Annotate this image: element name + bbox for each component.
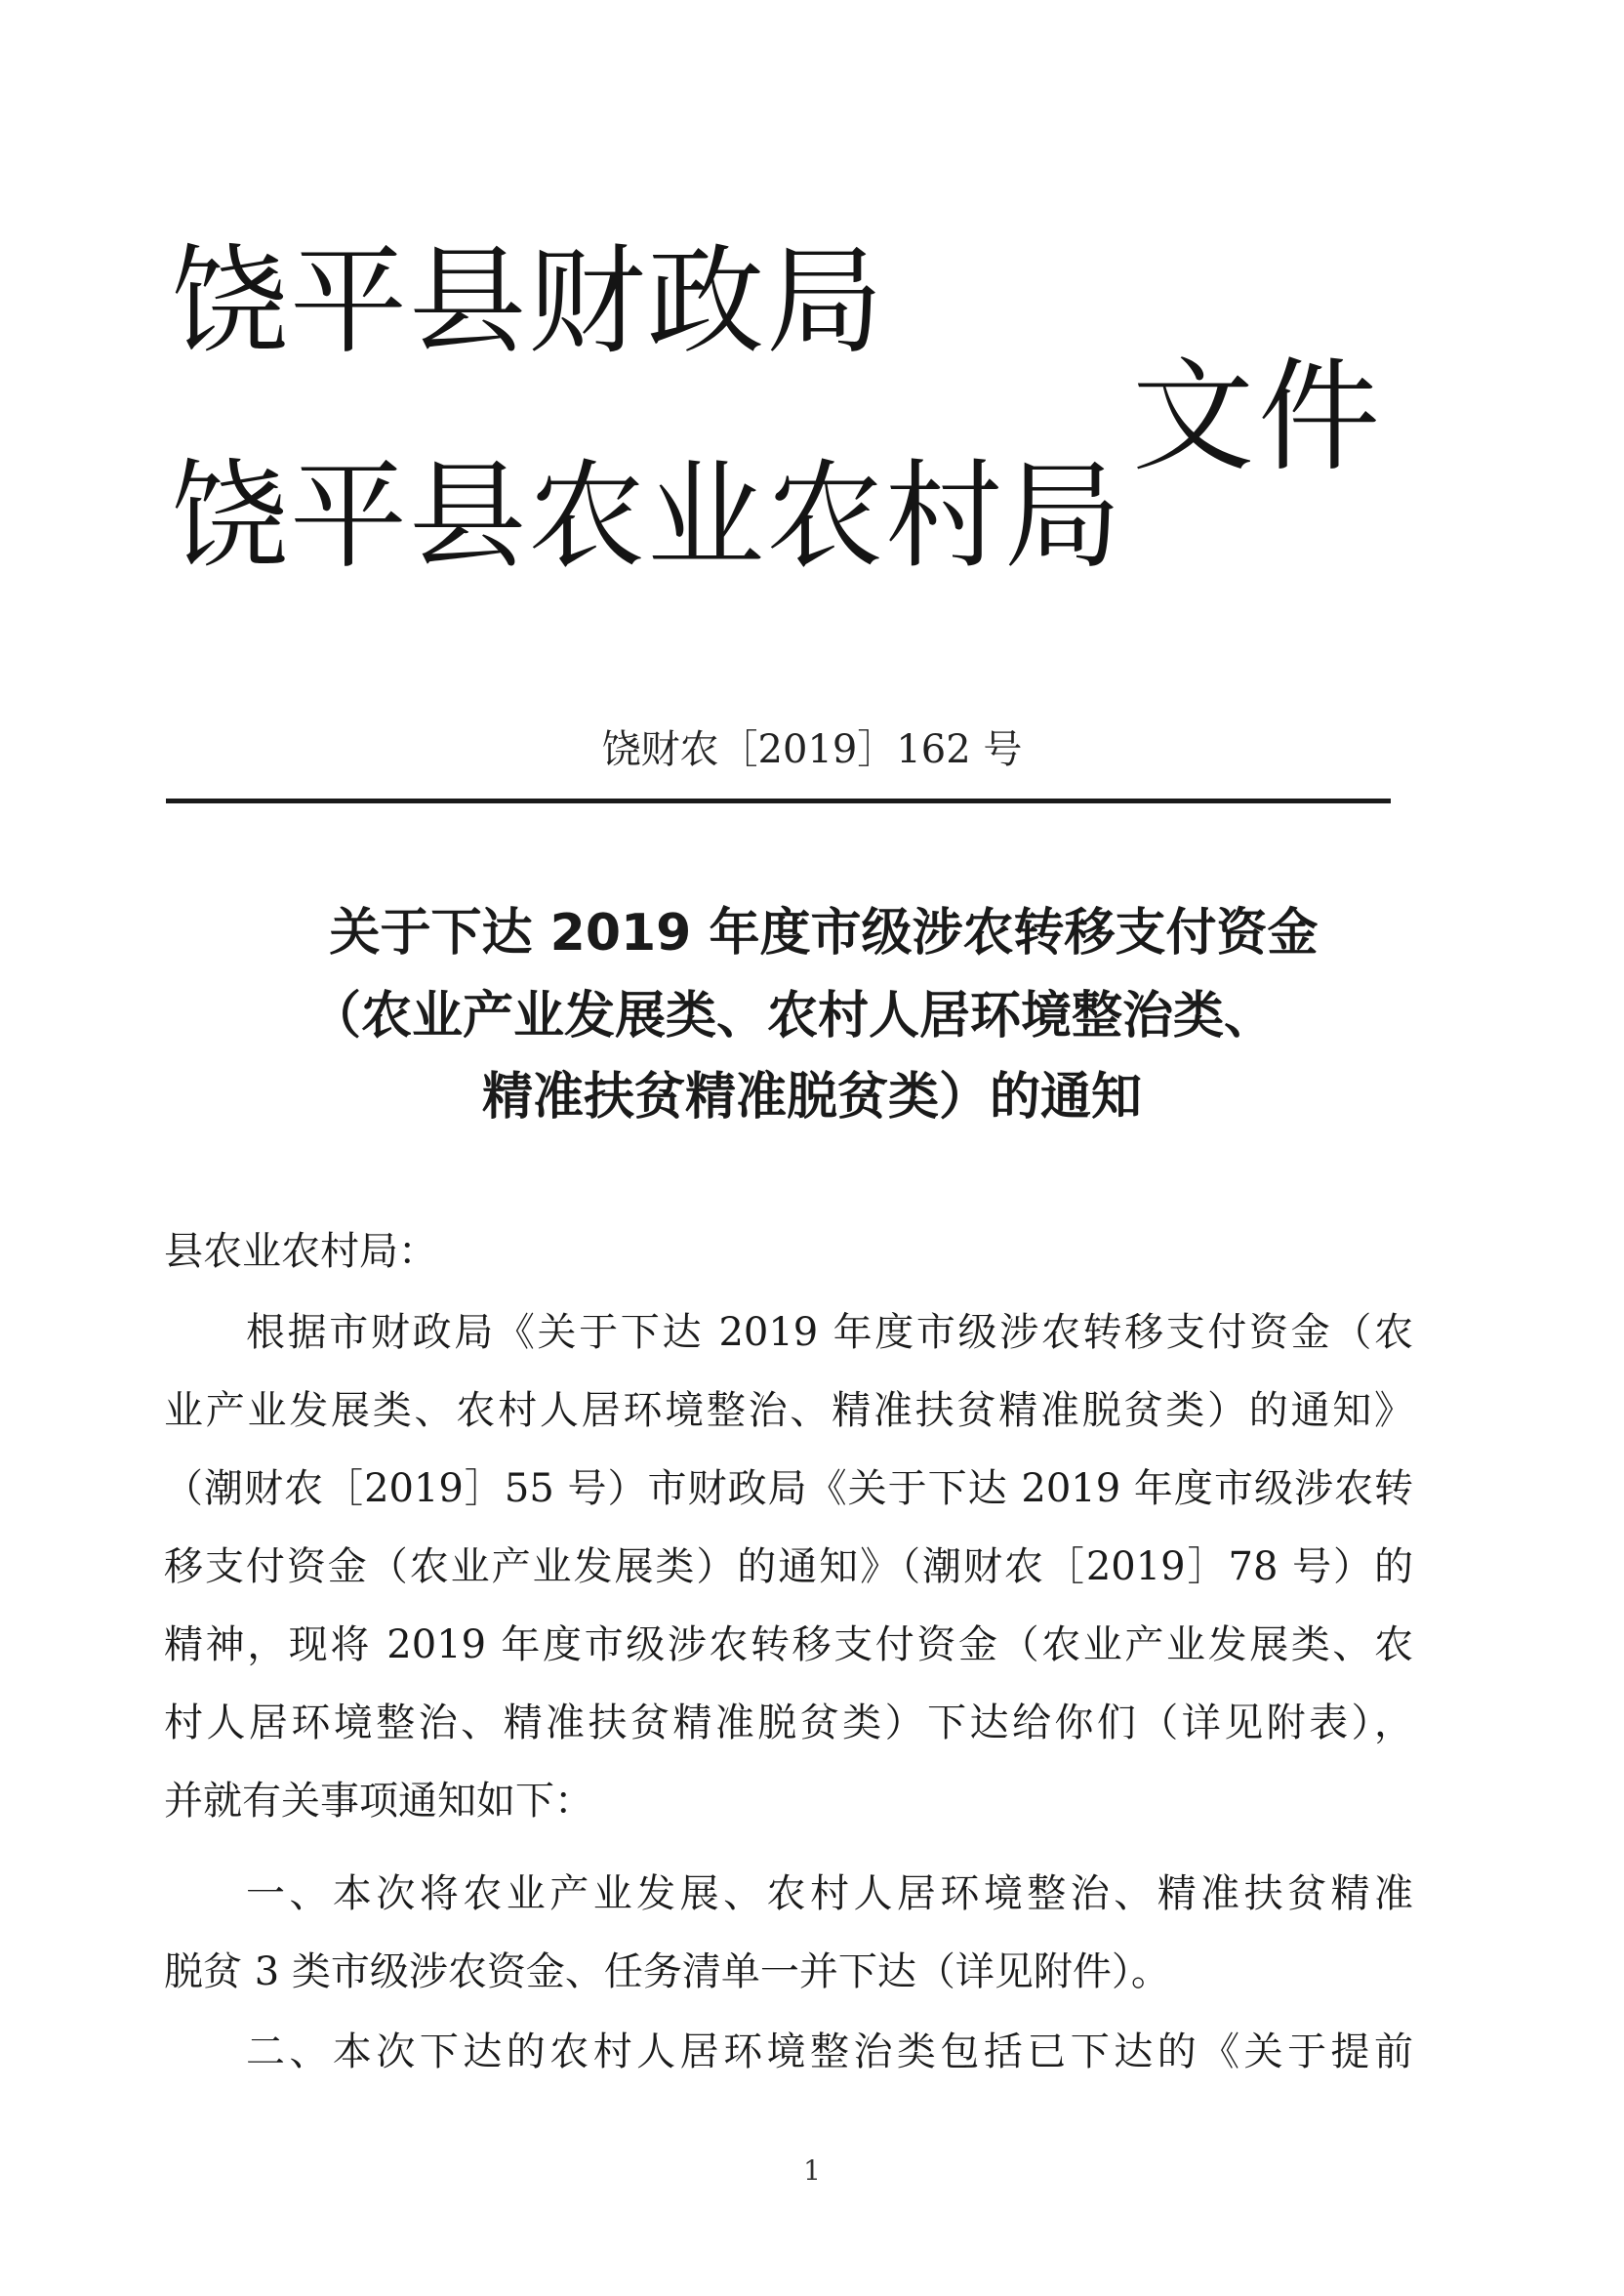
body-text-line: 业产业发展类、农村人居环境整治、精准扶贫精准脱贫类）的通知》 xyxy=(164,1388,1413,1433)
body-text-line: 一、本次将农业产业发展、农村人居环境整治、精准扶贫精准 xyxy=(246,1871,1413,1916)
body-text-line: 脱贫 3 类市级涉农资金、任务清单一并下达（详见附件）。 xyxy=(164,1949,1170,1994)
page-number: 1 xyxy=(803,2154,821,2187)
issuer-line-finance-bureau: 饶平县财政局 xyxy=(171,234,885,370)
header-divider xyxy=(166,799,1391,803)
addressee: 县农业农村局： xyxy=(164,1229,437,1274)
body-text-line: 村人居环境整治、精准扶贫精准脱贫类）下达给你们（详见附表）， xyxy=(164,1701,1413,1745)
title-line-1: 关于下达 2019 年度市级涉农转移支付资金 xyxy=(329,904,1319,963)
document-number: 饶财农［2019］162 号 xyxy=(601,727,1023,772)
document-type-label: 文件 xyxy=(1132,347,1384,488)
body-text-line: 移支付资金（农业产业发展类）的通知》（潮财农［2019］78 号）的 xyxy=(164,1544,1413,1589)
body-text-line: 二、本次下达的农村人居环境整治类包括已下达的《关于提前 xyxy=(246,2030,1413,2074)
title-line-3: 精准扶贫精准脱贫类）的通知 xyxy=(481,1068,1142,1127)
body-text-line: （潮财农［2019］55 号）市财政局《关于下达 2019 年度市级涉农转 xyxy=(164,1466,1413,1511)
body-text-line: 精神，现将 2019 年度市级涉农转移支付资金（农业产业发展类、农 xyxy=(164,1622,1413,1667)
issuer-line-agriculture-bureau: 饶平县农业农村局 xyxy=(171,449,1123,585)
body-text-line: 根据市财政局《关于下达 2019 年度市级涉农转移支付资金（农 xyxy=(246,1310,1413,1355)
title-line-2: （农业产业发展类、农村人居环境整治类、 xyxy=(309,987,1275,1046)
body-text-line: 并就有关事项通知如下： xyxy=(164,1779,593,1824)
